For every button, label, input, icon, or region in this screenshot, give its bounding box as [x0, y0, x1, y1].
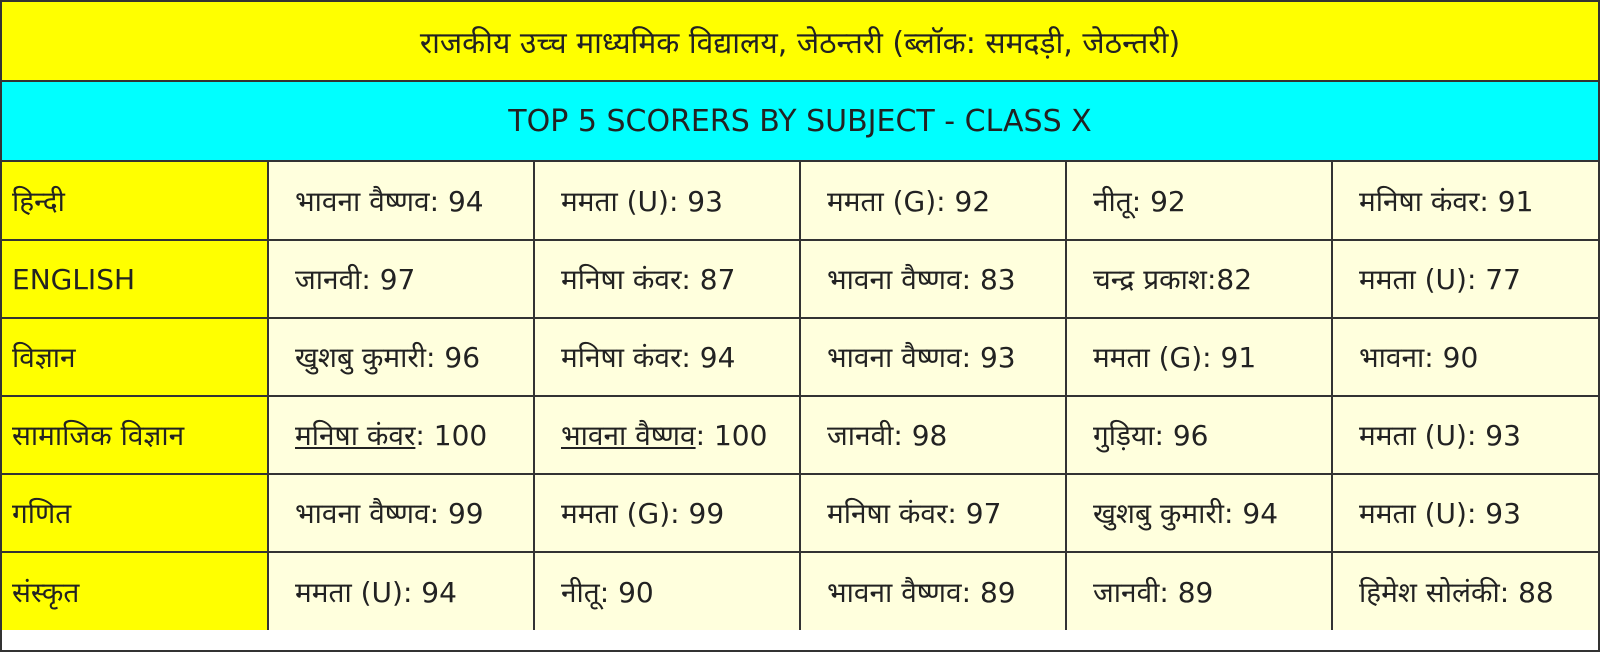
- score-cell: [1332, 240, 1598, 318]
- student-score: 94: [447, 184, 484, 218]
- subject-cell: हिन्दी: [2, 162, 268, 240]
- score-separator: :: [668, 184, 688, 218]
- student-name: मनिषा कंवर: [827, 497, 948, 530]
- student-score: 96: [444, 341, 481, 374]
- student-name: खुशबु कुमारी: [1093, 497, 1225, 530]
- student-score: 89: [1177, 575, 1214, 609]
- score-cell: [1332, 474, 1598, 552]
- student-name: चन्द्र प्रकाश: [1093, 263, 1207, 296]
- student-name: मनिषा कंवर: [561, 263, 682, 296]
- score-separator: :: [1224, 497, 1243, 530]
- score-cell: [534, 240, 800, 318]
- score-separator: :: [1206, 263, 1217, 296]
- subject-cell: संस्कृत: [2, 552, 268, 630]
- score-separator: :: [695, 419, 714, 452]
- student-score: 97: [965, 497, 1002, 530]
- score-separator: :: [1154, 419, 1173, 452]
- student-name: जानवी: [1093, 575, 1160, 609]
- score-cell: [1332, 552, 1598, 630]
- score-separator: :: [961, 575, 980, 609]
- score-cell: [1332, 318, 1598, 396]
- student-score: 91: [1497, 184, 1534, 218]
- score-separator: :: [415, 419, 434, 452]
- subject-cell: विज्ञान: [2, 318, 268, 396]
- score-cell: [268, 240, 534, 318]
- table-row: [2, 552, 1598, 630]
- score-separator: :: [402, 575, 422, 609]
- score-cell: [534, 162, 800, 240]
- student-score: 99: [447, 497, 484, 530]
- score-cell: [268, 396, 534, 474]
- student-name: मनिषा कंवर: [295, 419, 416, 452]
- score-cell: [1066, 162, 1332, 240]
- student-name: भावना वैष्णव: [561, 419, 696, 452]
- student-score: 97: [379, 263, 416, 296]
- score-separator: :: [893, 419, 912, 452]
- student-name: हिमेश सोलंकी: [1359, 575, 1500, 609]
- scorers-table-body: [2, 162, 1598, 630]
- student-score: 90: [1442, 341, 1479, 374]
- score-separator: :: [1131, 184, 1151, 218]
- table-row: [2, 474, 1598, 552]
- score-cell: [800, 552, 1066, 630]
- student-name: जानवी: [827, 419, 894, 452]
- score-cell: [1066, 396, 1332, 474]
- subject-cell: सामाजिक विज्ञान: [2, 396, 268, 474]
- student-score: 89: [979, 575, 1016, 609]
- student-name: खुशबु कुमारी: [295, 341, 427, 374]
- score-cell: [268, 162, 534, 240]
- score-cell: [534, 318, 800, 396]
- score-cell: [1066, 552, 1332, 630]
- score-separator: :: [429, 184, 448, 218]
- student-name: ममता (U): [561, 184, 669, 218]
- student-score: 99: [688, 497, 725, 530]
- student-name: ममता (G): [1093, 341, 1203, 374]
- score-separator: :: [681, 341, 700, 374]
- score-separator: :: [1466, 497, 1486, 530]
- table-row: [2, 396, 1598, 474]
- score-separator: :: [1466, 419, 1486, 452]
- student-score: 82: [1216, 263, 1253, 296]
- score-cell: [1332, 162, 1598, 240]
- score-separator: :: [1499, 575, 1519, 609]
- student-name: नीतू: [561, 575, 600, 609]
- student-score: 90: [618, 575, 654, 609]
- score-cell: [1332, 396, 1598, 474]
- score-cell: [534, 396, 800, 474]
- table-row: [2, 162, 1598, 240]
- score-separator: :: [1159, 575, 1178, 609]
- score-separator: :: [681, 263, 700, 296]
- student-score: 83: [979, 263, 1016, 296]
- student-name: भावना वैष्णव: [827, 341, 962, 374]
- scorers-table: [2, 162, 1598, 630]
- score-cell: [800, 318, 1066, 396]
- score-separator: :: [426, 341, 445, 374]
- student-name: भावना वैष्णव: [827, 263, 962, 296]
- school-title-text: राजकीय उच्च माध्यमिक विद्यालय, जेठन्तरी (ब्लॉक: समदड़ी, जेठन्तरी): [419, 25, 1181, 61]
- student-name: नीतू: [1093, 184, 1132, 218]
- score-cell: [534, 552, 800, 630]
- score-cell: [800, 162, 1066, 240]
- score-cell: [1066, 474, 1332, 552]
- student-score: 93: [1485, 497, 1521, 530]
- score-cell: [800, 396, 1066, 474]
- student-score: 87: [699, 263, 736, 296]
- table-subtitle: [2, 82, 1598, 162]
- student-name: भावना वैष्णव: [827, 575, 962, 609]
- student-name: ममता (U): [1359, 497, 1467, 530]
- student-name: ममता (U): [295, 575, 403, 609]
- student-name: मनिषा कंवर: [561, 341, 682, 374]
- table-subtitle-text: TOP 5 SCORERS BY SUBJECT - CLASS X: [508, 103, 1092, 139]
- score-separator: :: [1479, 184, 1498, 218]
- student-score: 98: [911, 419, 948, 452]
- score-cell: [268, 318, 534, 396]
- score-cell: [800, 474, 1066, 552]
- student-name: भावना वैष्णव: [295, 184, 430, 218]
- student-name: ममता (U): [1359, 263, 1467, 296]
- student-score: 100: [433, 419, 488, 452]
- student-name: भावना वैष्णव: [295, 497, 430, 530]
- student-score: 92: [954, 184, 991, 218]
- student-name: ममता (U): [1359, 419, 1467, 452]
- student-name: ममता (G): [827, 184, 937, 218]
- score-cell: [1066, 240, 1332, 318]
- student-score: 93: [687, 184, 723, 218]
- score-separator: :: [1466, 263, 1486, 296]
- student-score: 77: [1485, 263, 1521, 296]
- score-cell: [268, 474, 534, 552]
- subject-cell: गणित: [2, 474, 268, 552]
- student-score: 91: [1220, 341, 1257, 374]
- score-cell: [800, 240, 1066, 318]
- score-separator: :: [429, 497, 448, 530]
- score-separator: :: [599, 575, 619, 609]
- table-row: [2, 318, 1598, 396]
- subject-cell: ENGLISH: [2, 240, 268, 318]
- score-separator: :: [1424, 341, 1443, 374]
- student-name: जानवी: [295, 263, 362, 296]
- student-score: 93: [1485, 419, 1521, 452]
- student-score: 93: [979, 341, 1016, 374]
- score-separator: :: [936, 184, 955, 218]
- score-separator: :: [361, 263, 380, 296]
- student-score: 100: [713, 419, 768, 452]
- student-name: ममता (G): [561, 497, 671, 530]
- score-separator: :: [947, 497, 966, 530]
- score-cell: [534, 474, 800, 552]
- score-separator: :: [670, 497, 689, 530]
- student-name: गुड़िया: [1093, 419, 1155, 452]
- student-name: मनिषा कंवर: [1359, 184, 1480, 218]
- score-cell: [1066, 318, 1332, 396]
- student-score: 88: [1518, 575, 1554, 609]
- school-title: [2, 2, 1598, 82]
- table-row: [2, 240, 1598, 318]
- student-score: 94: [1242, 497, 1279, 530]
- student-score: 94: [421, 575, 457, 609]
- student-score: 96: [1172, 419, 1209, 452]
- student-score: 94: [699, 341, 736, 374]
- score-separator: :: [961, 341, 980, 374]
- score-cell: [268, 552, 534, 630]
- student-score: 92: [1150, 184, 1186, 218]
- score-separator: :: [1202, 341, 1221, 374]
- score-separator: :: [961, 263, 980, 296]
- student-name: भावना: [1359, 341, 1425, 374]
